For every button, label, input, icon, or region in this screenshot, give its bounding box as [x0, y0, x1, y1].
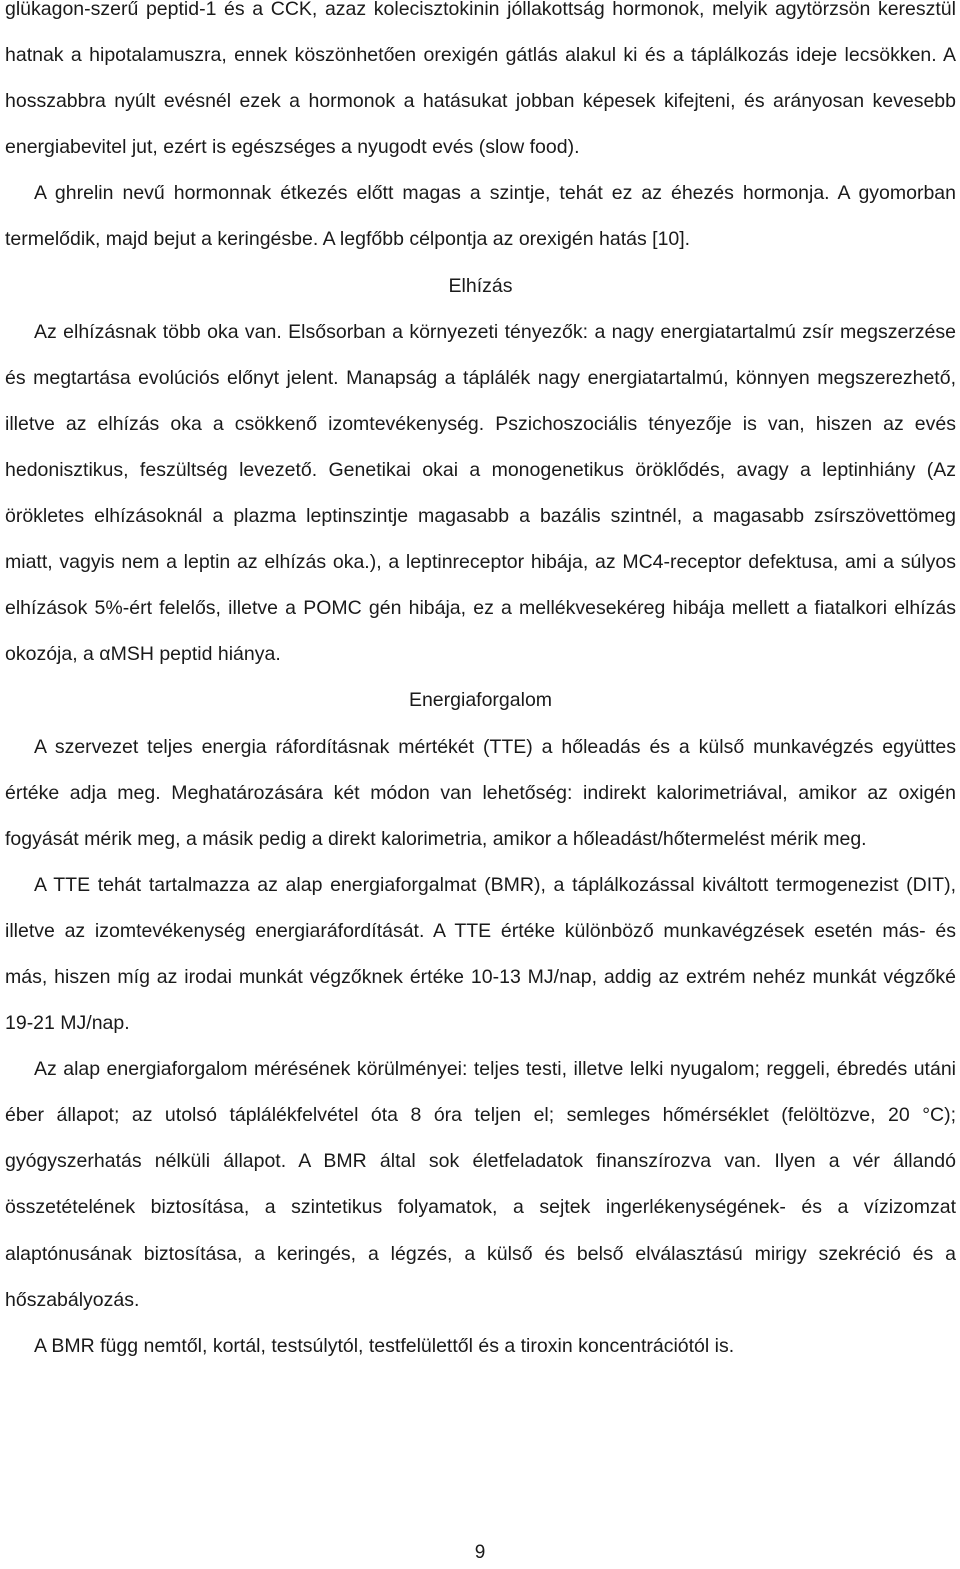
paragraph-satiety-hormones: glükagon-szerű peptid-1 és a CCK, azaz kolecisztokinin jóllakottság hormonok, melyik agytörzsön keresztül hatnak a hipotalamuszra, ennek köszönhetően orexigén gátlás alakul ki és a táplálkozás ideje lecsökken. A hosszabbra nyúlt evésnél ezek a hormonok a hatásukat jobban képesek kifejteni, és arányosan kevesebb energiabevitel jut, ezért is egészséges a nyugodt evés (slow food). — [5, 0, 956, 159]
page-number: 9 — [474, 1542, 486, 1563]
section-heading-energy-turnover: Energiaforgalom — [408, 689, 553, 712]
paragraph-bmr-factors: A BMR függ nemtől, kortál, testsúlytól, testfelülettől és a tiroxin koncentrációtól is. — [34, 1334, 735, 1357]
paragraph-tte-definition: A szervezet teljes energia ráfordításnak mértékét (TTE) a hőleadás és a külső munkavégzés együttes értéke adja meg. Meghatározására két módon van lehetőség: indirekt kalorimetriával, amikor az oxigén fogyását mérik meg, a másik pedig a direkt kalorimetria, amikor a hőleadást/hőtermelést mérik meg. — [5, 735, 956, 850]
paragraph-obesity: Az elhízásnak több oka van. Elsősorban a környezeti tényezők: a nagy energiatartalmú zsír megszerzése és megtartása evolúciós előnyt jelent. Manapság a táplálék nagy energiatartalmú, könnyen megszerezhető, illetve az elhízás oka a csökkenő izomtevékenység. Pszichoszociális tényezője is van, hiszen az evés hedonisztikus, feszültség levezető. Genetikai okai a monogenetikus öröklődés, avagy a leptinhiány (Az örökletes elhízásoknál a plazma leptinszintje magasabb a bazális szintnél, a magasabb zsírszövettömeg miatt, vagyis nem a leptin az elhízás oka.), a leptinreceptor hibája, az MC4-receptor defektusa, ami a súlyos elhízások 5%-ért felelős, illetve a POMC gén hibája, ez a mellékvesekéreg hibája mellett a fiatalkori elhízás okozója, a αMSH peptid hiánya. — [5, 320, 956, 666]
document-page — [5, 0, 956, 1369]
paragraph-bmr-conditions: Az alap energiaforgalom mérésének körülményei: teljes testi, illetve lelki nyugalom; reggeli, ébredés utáni éber állapot; az utolsó táplálékfelvétel óta 8 óra teljen el; semleges hőmérséklet (felöltözve, 20 °C); gyógyszerhatás nélküli állapot. A BMR által sok életfeladatok finanszírozva van. Ilyen a vér állandó összetételének biztosítása, a szintetikus folyamatok, a sejtek ingerlékenységének- és a vízizomzat alaptónusának biztosítása, a keringés, a légzés, a külső és belső elválasztású mirigy szekréció és a hőszabályozás. — [5, 1058, 956, 1311]
paragraph-tte-components: A TTE tehát tartalmazza az alap energiaforgalmat (BMR), a táplálkozással kiváltott termogenezist (DIT), illetve az izomtevékenység energiaráfordítását. A TTE értéke különböző munkavégzések esetén más- és más, hiszen míg az irodai munkát végzőknek értéke 10-13 MJ/nap, addig az extrém nehéz munkát végzőké 19-21 MJ/nap. — [5, 873, 956, 1035]
paragraph-ghrelin: A ghrelin nevű hormonnak étkezés előtt magas a szintje, tehát ez az éhezés hormonja. A gyomorban termelődik, majd bejut a keringésbe. A legfőbb célpontja az orexigén hatás [10]. — [5, 182, 956, 251]
section-heading-obesity: Elhízás — [448, 274, 513, 297]
